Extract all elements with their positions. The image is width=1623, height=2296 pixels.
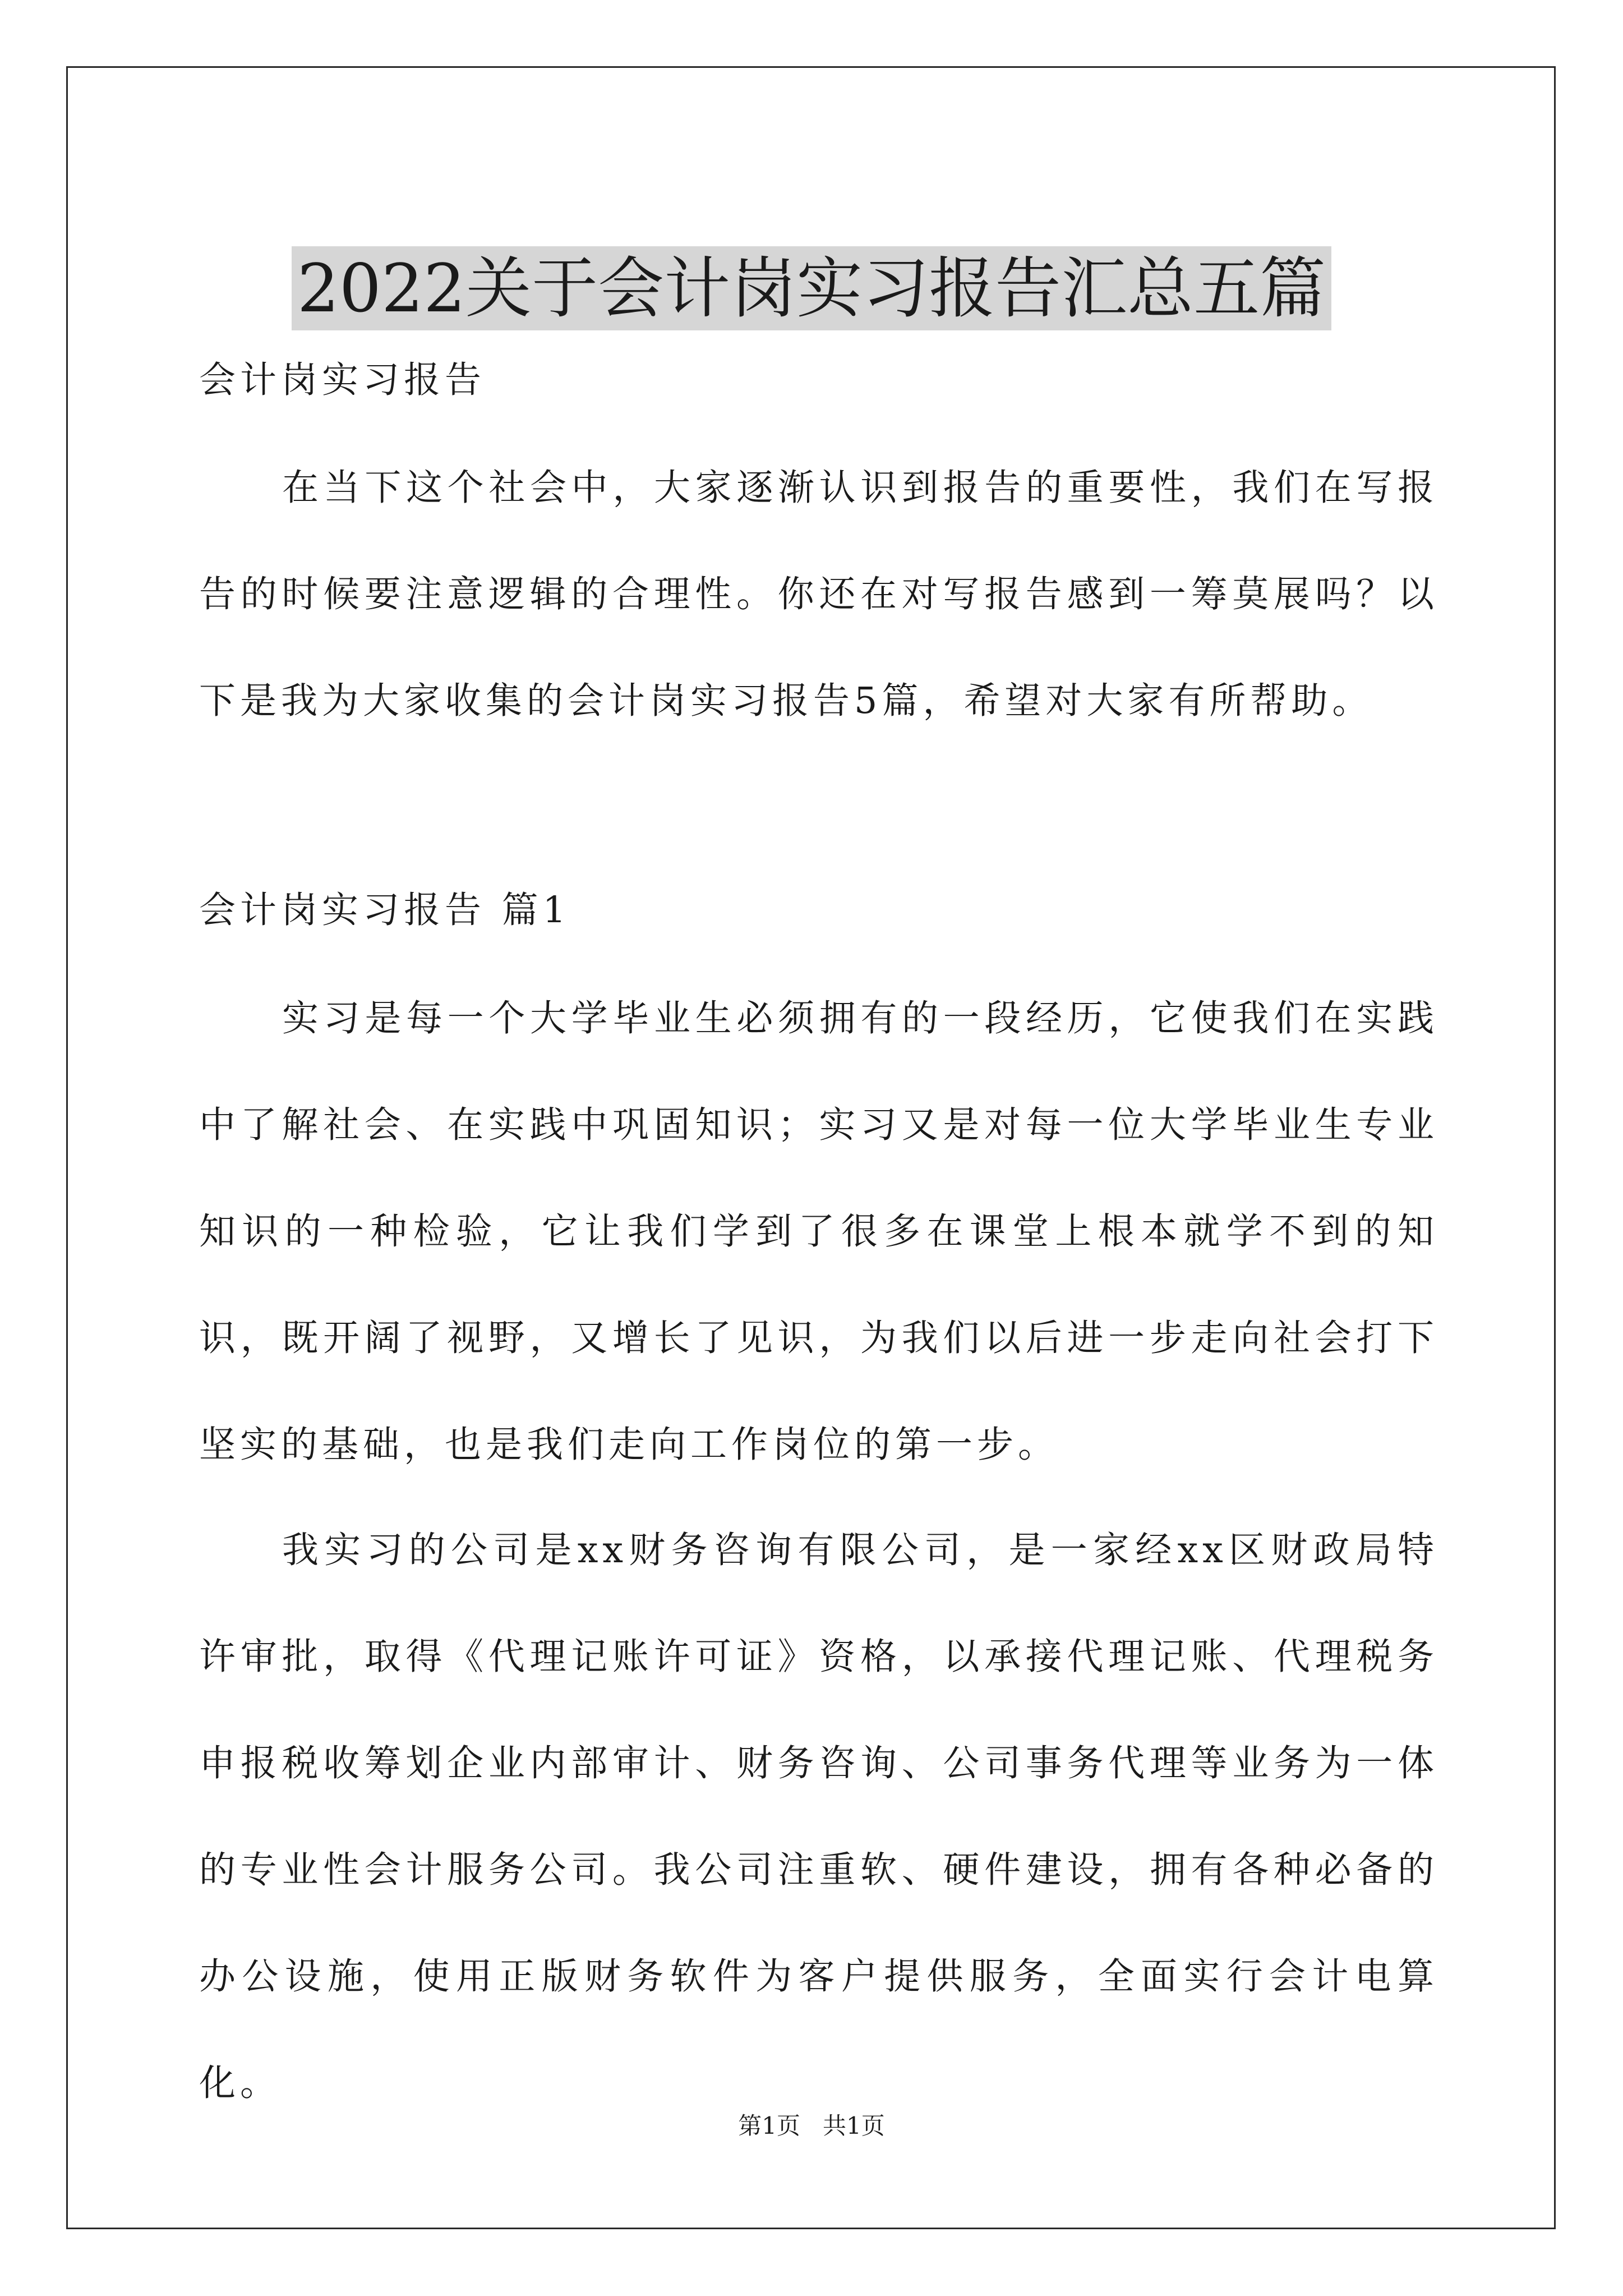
section-heading: 会计岗实习报告 篇1 bbox=[199, 889, 571, 931]
intro-paragraph-block bbox=[199, 435, 1438, 754]
body-paragraph: 实习是每一个大学毕业生必须拥有的一段经历，它使我们在实践中了解社会、在实践中巩固知识；实习又是对每一位大学毕业生专业知识的一种检验，它让我们学到了很多在课堂上根本就学不到的知识，既开阔了视野，又增长了见识，为我们以后进一步走向社会打下坚实的基础，也是我们走向工作岗位的第一步。 bbox=[199, 997, 1438, 1466]
body-paragraph: 我实习的公司是xx财务咨询有限公司，是一家经xx区财政局特许审批，取得《代理记账许可证》资格，以承接代理记账、代理税务申报税收筹划企业内部审计、财务咨询、公司事务代理等业务为一体的专业性会计服务公司。我公司注重软、硬件建设，拥有各种必备的办公设施，使用正版财务软件为客户提供服务，全面实行会计电算化。 bbox=[199, 1529, 1438, 2104]
body-paragraph-block-1 bbox=[199, 965, 1438, 1498]
title-container bbox=[0, 202, 1623, 375]
document-title: 2022关于会计岗实习报告汇总五篇 bbox=[292, 246, 1331, 330]
report-subtitle: 会计岗实习报告 bbox=[199, 359, 486, 401]
page-footer: 第1页 共1页 bbox=[738, 2112, 885, 2139]
intro-paragraph: 在当下这个社会中，大家逐渐认识到报告的重要性，我们在写报告的时候要注意逻辑的合理性。你还在对写报告感到一筹莫展吗？以下是我为大家收集的会计岗实习报告5篇，希望对大家有所帮助。 bbox=[199, 467, 1438, 722]
body-paragraph-block-2 bbox=[199, 1497, 1438, 2137]
